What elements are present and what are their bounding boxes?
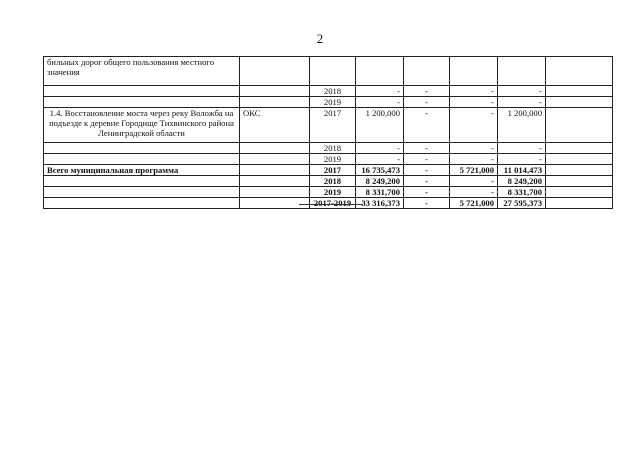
cell-federal: - <box>404 108 450 143</box>
table-row <box>44 108 613 143</box>
table-row <box>44 143 613 154</box>
cell-regional: - <box>450 154 498 165</box>
cell-year: 2018 <box>310 143 356 154</box>
cell-federal: - <box>404 86 450 97</box>
cell-name <box>44 97 240 108</box>
cell-name <box>44 198 240 209</box>
cell-federal: - <box>404 97 450 108</box>
cell-type <box>240 154 310 165</box>
cell-local: 11 014,473 <box>498 165 546 176</box>
cell-local: 8 331,700 <box>498 187 546 198</box>
cell-year: 2019 <box>310 187 356 198</box>
cell-name <box>44 86 240 97</box>
cell-year: 2017 <box>310 165 356 176</box>
cell-name: Всего муниципальная программа <box>44 165 240 176</box>
cell-year: 2019 <box>310 97 356 108</box>
cell-name <box>44 154 240 165</box>
page-number: 2 <box>316 31 324 46</box>
cell-empty <box>546 97 613 108</box>
cell-federal <box>404 57 450 86</box>
cell-regional: - <box>450 143 498 154</box>
cell-total: - <box>356 97 404 108</box>
cell-type <box>240 187 310 198</box>
cell-type <box>240 97 310 108</box>
cell-name: 1.4. Восстановление моста через реку Воложба на подъезде к деревне Городище Тихвинского района Ленинградской области <box>44 108 240 143</box>
cell-regional: - <box>450 86 498 97</box>
cell-type <box>240 198 310 209</box>
table-row <box>44 97 613 108</box>
cell-year: 2018 <box>310 86 356 97</box>
cell-year: 2019 <box>310 154 356 165</box>
cell-type <box>240 143 310 154</box>
cell-total: - <box>356 86 404 97</box>
table-row <box>44 198 613 209</box>
cell-type: ОКС <box>240 108 310 143</box>
table-row <box>44 187 613 198</box>
cell-empty <box>546 176 613 187</box>
cell-regional: 5 721,000 <box>450 198 498 209</box>
cell-regional: - <box>450 97 498 108</box>
cell-local: - <box>498 143 546 154</box>
cell-federal: - <box>404 165 450 176</box>
cell-regional <box>450 57 498 86</box>
cell-total: 16 735,473 <box>356 165 404 176</box>
cell-total: 8 331,700 <box>356 187 404 198</box>
cell-total: 1 200,000 <box>356 108 404 143</box>
cell-type <box>240 176 310 187</box>
cell-federal: - <box>404 143 450 154</box>
cell-total: 33 316,373 <box>356 198 404 209</box>
cell-local <box>498 57 546 86</box>
cell-total <box>356 57 404 86</box>
cell-regional: - <box>450 187 498 198</box>
cell-local: 27 595,373 <box>498 198 546 209</box>
cell-regional: - <box>450 108 498 143</box>
cell-empty <box>546 108 613 143</box>
cell-name: бильных дорог общего пользования местного значения <box>44 57 240 86</box>
cell-name <box>44 176 240 187</box>
cell-federal: - <box>404 154 450 165</box>
cell-year: 2017 <box>310 108 356 143</box>
cell-empty <box>546 187 613 198</box>
table-row <box>44 57 613 86</box>
table-row <box>44 86 613 97</box>
cell-type <box>240 165 310 176</box>
table-row <box>44 176 613 187</box>
cell-empty <box>546 165 613 176</box>
cell-empty <box>546 198 613 209</box>
cell-empty <box>546 86 613 97</box>
cell-regional: 5 721,000 <box>450 165 498 176</box>
cell-total: 8 249,200 <box>356 176 404 187</box>
cell-federal: - <box>404 187 450 198</box>
cell-type <box>240 57 310 86</box>
table-body <box>44 57 613 209</box>
budget-table <box>43 56 613 209</box>
cell-local: 1 200,000 <box>498 108 546 143</box>
cell-empty <box>546 143 613 154</box>
cell-type <box>240 86 310 97</box>
table-row <box>44 154 613 165</box>
cell-federal: - <box>404 198 450 209</box>
cell-local: - <box>498 97 546 108</box>
cell-empty <box>546 154 613 165</box>
table-row <box>44 165 613 176</box>
cell-empty <box>546 57 613 86</box>
cell-local: 8 249,200 <box>498 176 546 187</box>
cell-name <box>44 187 240 198</box>
cell-total: - <box>356 143 404 154</box>
cell-local: - <box>498 154 546 165</box>
cell-year: 2017-2019 <box>310 198 356 209</box>
cell-name <box>44 143 240 154</box>
end-rule <box>299 204 363 205</box>
cell-federal: - <box>404 176 450 187</box>
cell-total: - <box>356 154 404 165</box>
cell-year <box>310 57 356 86</box>
cell-regional: - <box>450 176 498 187</box>
cell-year: 2018 <box>310 176 356 187</box>
cell-local: - <box>498 86 546 97</box>
